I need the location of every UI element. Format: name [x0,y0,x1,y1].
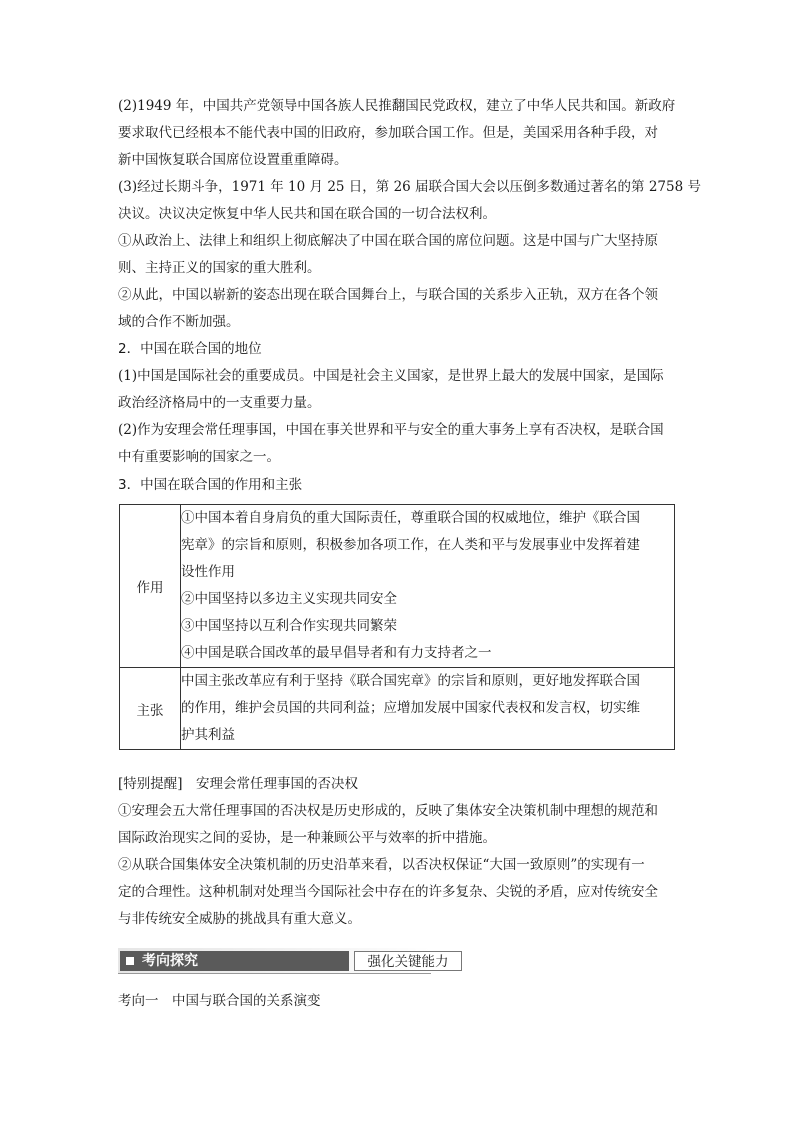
banner-subtitle: 强化关键能力 [354,951,462,971]
topic-heading: 考向一 中国与联合国的关系演变 [118,993,321,1009]
paragraph-1949: (2)1949 年，中国共产党领导中国各族人民推翻国民党政权，建立了中华人民共和国。新政府 要求取代已经根本不能代表中国的旧政府，参加联合国工作。但是，美国采用各种手段，对 新中国恢复联合国席位设置重重障碍。 [118,98,676,168]
table-label-proposal: 主张 [120,668,181,750]
section-3-heading: 3．中国在联合国的作用和主张 [118,477,303,493]
section-banner [118,948,449,974]
square-bullet-icon [126,957,134,965]
special-reminder-title: [特别提醒] 安理会常任理事国的否决权 [118,776,359,792]
table-row-role [120,505,675,668]
role-proposal-table [119,504,675,750]
banner-underline [118,973,431,974]
table-label-role: 作用 [120,505,181,668]
paragraph-point-1: ①从政治上、法律上和组织上彻底解决了中国在联合国的席位问题。这是中国与广大坚持原 则、主持正义的国家的重大胜利。 [118,233,658,276]
section-2-heading: 2．中国在联合国的地位 [118,341,262,357]
paragraph-point-2: ②从此，中国以崭新的姿态出现在联合国舞台上，与联合国的关系步入正轨，双方在各个领 域的合作不断加强。 [118,287,658,330]
table-content-proposal: 中国主张改革应有利于坚持《联合国宪章》的宗旨和原则，更好地发挥联合国 的作用，维护会员国的共同利益；应增加发展中国家代表权和发言权，切实维 护其利益 [181,668,675,750]
table-row-proposal [120,668,675,750]
table-content-role: ①中国本着自身肩负的重大国际责任，尊重联合国的权威地位，维护《联合国 宪章》的宗旨和原则，积极参加各项工作，在人类和平与发展事业中发挥着建 设性作用 ②中国坚持以多边主义实现共同安全 ③中国坚持以互利合作实现共同繁荣 ④中国是联合国改革的最早倡导者和有力支持者之一 [181,505,675,668]
paragraph-status-2: (2)作为安理会常任理事国，中国在事关世界和平与安全的重大事务上享有否决权，是联合国 中有重要影响的国家之一。 [118,422,664,465]
reminder-paragraph-1: ①安理会五大常任理事国的否决权是历史形成的，反映了集体安全决策机制中理想的规范和 国际政治现实之间的妥协，是一种兼顾公平与效率的折中措施。 [118,803,658,846]
paragraph-status-1: (1)中国是国际社会的重要成员。中国是社会主义国家，是世界上最大的发展中国家，是国际 政治经济格局中的一支重要力量。 [118,368,664,411]
banner-title: 考向探究 [142,953,198,969]
reminder-paragraph-2: ②从联合国集体安全决策机制的历史沿革来看，以否决权保证“大国一致原则”的实现有一 定的合理性。这种机制对处理当今国际社会中存在的许多复杂、尖锐的矛盾，应对传统安全 与非传统安全威胁的挑战具有重大意义。 [118,857,658,927]
paragraph-1971: (3)经过长期斗争，1971 年 10 月 25 日，第 26 届联合国大会以压倒多数通过著名的第 2758 号 决议。决议决定恢复中华人民共和国在联合国的一切合法权利。 [118,179,701,222]
